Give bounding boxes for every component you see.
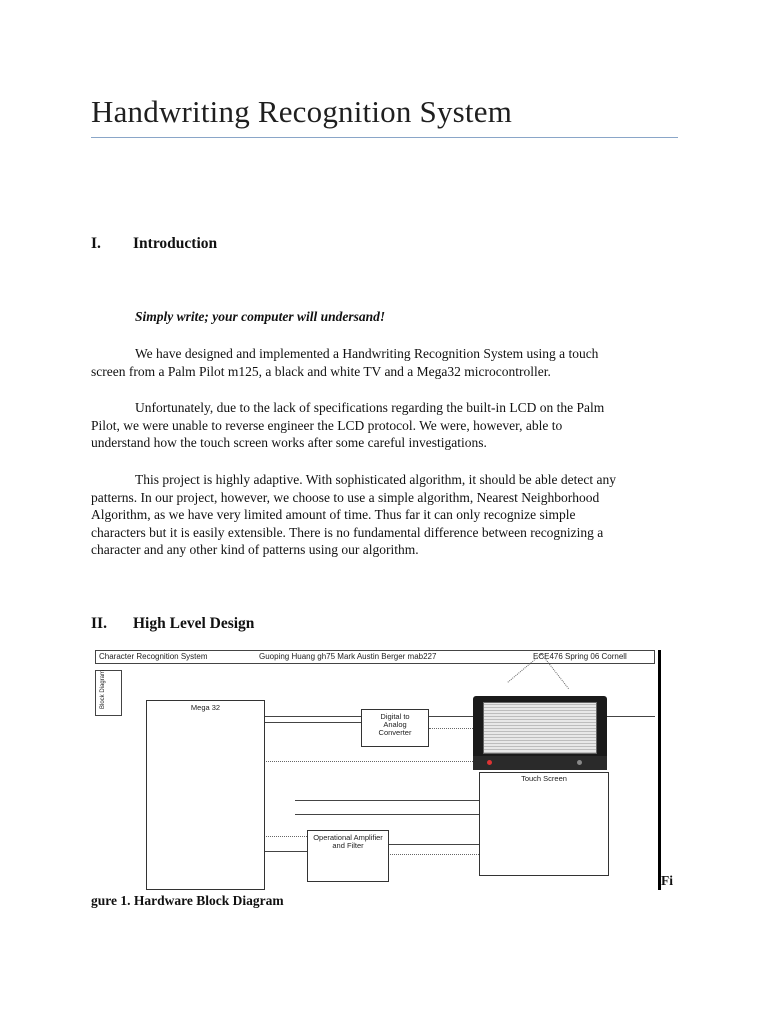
touch-screen-label: Touch Screen [521, 774, 567, 783]
text-line: We have designed and implemented a Handwriting Recognition System using a touch [135, 346, 599, 361]
tv-power-indicator [487, 760, 492, 765]
wire-dac-to-tv [429, 716, 473, 717]
document-title: Handwriting Recognition System [91, 94, 513, 129]
section-number: II. [91, 615, 107, 632]
text-line: patterns. In our project, however, we choose to use a simple algorithm, Nearest Neighborhood [91, 489, 600, 505]
text-line: character and any other kind of patterns using our algorithm. [91, 542, 419, 557]
wire-mega-to-touch-1 [295, 800, 479, 801]
title-underline [91, 137, 678, 138]
text-line: screen from a Palm Pilot m125, a black and white TV and a Mega32 microcontroller. [91, 363, 551, 379]
wire-mega-to-tv-dotted [264, 761, 473, 762]
text-line: characters but it is easily extensible. There is no fundamental difference between recognizing a [91, 524, 604, 540]
opamp-box [307, 830, 389, 882]
tv-base [473, 756, 607, 770]
dac-label-line: Analog [383, 720, 407, 729]
paragraph-1 [91, 345, 676, 380]
diagram-header-course: ECE476 Spring 06 Cornell [533, 652, 627, 661]
figure-caption: gure 1. Hardware Block Diagram [91, 893, 284, 908]
text-line: Algorithm, as we have very limited amount of time. Thus far it can only recognize simple [91, 507, 576, 522]
wire-mega-to-touch-2 [295, 814, 479, 815]
wire-mega-to-dac-1 [264, 716, 361, 717]
wire-mega-to-opamp-1 [264, 836, 309, 837]
dac-label-line: Converter [378, 728, 412, 737]
wire-tv-right [607, 716, 655, 717]
diagram-side-label: Block Diagram [100, 669, 106, 709]
diagram-header-title: Character Recognition System [99, 652, 208, 661]
opamp-label-line: Operational Amplifier [313, 833, 383, 842]
mega32-box [146, 700, 265, 890]
paragraph-2 [91, 399, 676, 452]
dac-label-line: Digital to [380, 712, 410, 721]
diagram-header-authors: Guoping Huang gh75 Mark Austin Berger mab227 [259, 652, 437, 661]
wire-mega-to-opamp-2 [264, 851, 309, 852]
touch-screen-box [479, 772, 609, 876]
tv-icon [473, 696, 607, 770]
section-heading-high-level-design [91, 615, 254, 633]
text-line: understand how the touch screen works after some careful investigations. [91, 435, 487, 450]
section-title: Introduction [133, 235, 218, 252]
section-number: I. [91, 235, 101, 252]
tagline: Simply write; your computer will undersand! [135, 309, 386, 324]
opamp-label-line: and Filter [332, 841, 364, 850]
paragraph-3 [91, 471, 676, 559]
figure-caption-start: Fi [661, 873, 673, 888]
text-line: Unfortunately, due to the lack of specifications regarding the built-in LCD on the Palm [135, 400, 605, 415]
section-heading-introduction [91, 235, 217, 253]
wire-mega-to-dac-2 [264, 722, 361, 723]
dac-box [361, 709, 429, 747]
text-line: This project is highly adaptive. With sophisticated algorithm, it should be able detect any [135, 472, 616, 487]
wire-dac-to-tv-dotted [429, 728, 473, 729]
text-line: Pilot, we were unable to reverse engineer the LCD protocol. We were, however, able to [91, 417, 563, 433]
tv-knob [577, 760, 582, 765]
tv-screen [483, 702, 597, 754]
wire-opamp-to-touch-1 [388, 844, 479, 845]
hardware-block-diagram [91, 646, 663, 890]
diagram-right-bar [658, 650, 661, 890]
section-title: High Level Design [133, 615, 255, 632]
mega32-label: Mega 32 [190, 703, 221, 712]
wire-opamp-to-touch-2 [388, 854, 479, 855]
diagram-side-tab [95, 670, 122, 716]
